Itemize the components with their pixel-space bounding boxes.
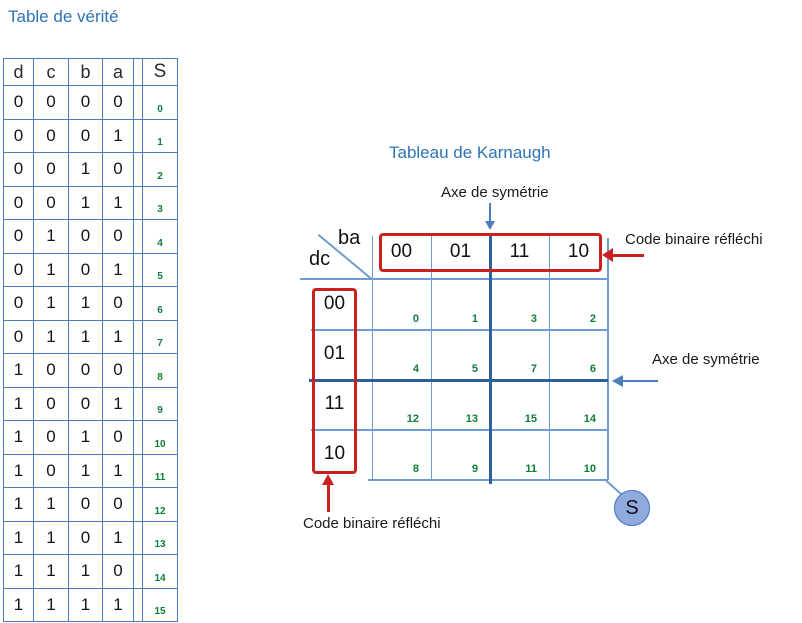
cell-c: 1 xyxy=(34,254,69,288)
table-row xyxy=(4,187,178,221)
spacer-cell xyxy=(134,488,143,522)
cell-b: 1 xyxy=(69,187,103,221)
cell-c: 1 xyxy=(34,555,69,589)
truth-table xyxy=(3,58,178,622)
cell-c: 0 xyxy=(34,120,69,154)
cell-d: 1 xyxy=(4,589,34,623)
table-row xyxy=(4,488,178,522)
cell-s-index: 15 xyxy=(143,589,178,623)
col-header-c: c xyxy=(34,59,69,86)
red-arrow-up-tail xyxy=(327,484,330,512)
kmap-row-header: 00 xyxy=(323,293,346,314)
table-row xyxy=(4,120,178,154)
output-bubble: S xyxy=(614,490,650,526)
cell-a: 1 xyxy=(103,187,134,221)
spacer-cell xyxy=(134,254,143,288)
reflected-code-top-label: Code binaire réfléchi xyxy=(625,231,763,248)
cell-a: 1 xyxy=(103,120,134,154)
kmap-col-header: 01 xyxy=(449,241,472,262)
col-header-s: S xyxy=(143,59,178,86)
spacer-cell xyxy=(134,187,143,221)
kmap-cell xyxy=(490,330,549,380)
col-header-b: b xyxy=(69,59,103,86)
cell-a: 0 xyxy=(103,354,134,388)
spacer-cell xyxy=(134,522,143,556)
spacer-cell xyxy=(134,555,143,589)
kmap-cell xyxy=(431,430,490,480)
kmap-row-header: 10 xyxy=(323,443,346,464)
red-arrow-up-icon xyxy=(322,474,334,485)
cell-a: 0 xyxy=(103,421,134,455)
cell-c: 0 xyxy=(34,153,69,187)
cell-d: 0 xyxy=(4,254,34,288)
cell-c: 0 xyxy=(34,455,69,489)
kmap-cell xyxy=(431,330,490,380)
kmap-cell-number: 3 xyxy=(530,313,537,325)
cell-s-index: 4 xyxy=(143,220,178,254)
cell-s-index: 2 xyxy=(143,153,178,187)
cell-b: 1 xyxy=(69,555,103,589)
spacer-cell xyxy=(134,321,143,355)
cell-s-index: 11 xyxy=(143,455,178,489)
cell-b: 0 xyxy=(69,120,103,154)
table-row xyxy=(4,321,178,355)
cell-s-index: 9 xyxy=(143,388,178,422)
kmap-cell-number: 6 xyxy=(589,363,596,375)
cell-a: 0 xyxy=(103,555,134,589)
cell-d: 1 xyxy=(4,455,34,489)
cell-c: 1 xyxy=(34,321,69,355)
cell-c: 0 xyxy=(34,354,69,388)
corner-label-ba: ba xyxy=(338,227,361,249)
kmap-col-header: 10 xyxy=(567,241,590,262)
cell-s-index: 8 xyxy=(143,354,178,388)
kmap-cell xyxy=(549,280,608,330)
cell-s-index: 1 xyxy=(143,120,178,154)
cell-b: 1 xyxy=(69,153,103,187)
table-row xyxy=(4,153,178,187)
kmap-cell xyxy=(372,330,431,380)
kmap-row-header: 11 xyxy=(324,393,345,414)
table-row xyxy=(4,555,178,589)
cell-c: 1 xyxy=(34,220,69,254)
cell-a: 0 xyxy=(103,153,134,187)
cell-c: 1 xyxy=(34,522,69,556)
arrow-down-head-icon xyxy=(485,221,495,230)
cell-a: 0 xyxy=(103,86,134,120)
cell-s-index: 12 xyxy=(143,488,178,522)
cell-a: 1 xyxy=(103,321,134,355)
truth-table-title: Table de vérité xyxy=(8,7,119,26)
kmap-cell-number: 7 xyxy=(530,363,537,375)
cell-d: 0 xyxy=(4,86,34,120)
cell-c: 1 xyxy=(34,488,69,522)
cell-a: 0 xyxy=(103,220,134,254)
cell-d: 0 xyxy=(4,321,34,355)
cell-s-index: 13 xyxy=(143,522,178,556)
kmap-cell xyxy=(431,380,490,430)
cell-s-index: 7 xyxy=(143,321,178,355)
kmap-col-header: 00 xyxy=(390,241,413,262)
table-row xyxy=(4,254,178,288)
kmap-cell-number: 8 xyxy=(412,463,419,475)
cell-d: 0 xyxy=(4,287,34,321)
table-row xyxy=(4,589,178,623)
cell-d: 0 xyxy=(4,120,34,154)
kmap-cell-number: 1 xyxy=(471,313,478,325)
cell-d: 1 xyxy=(4,488,34,522)
cell-b: 1 xyxy=(69,421,103,455)
cell-d: 0 xyxy=(4,187,34,221)
cell-a: 1 xyxy=(103,254,134,288)
kmap-cell-number: 2 xyxy=(589,313,596,325)
karnaugh-title: Tableau de Karnaugh xyxy=(389,143,551,162)
axis-symmetry-right-label: Axe de symétrie xyxy=(652,351,760,368)
cell-c: 0 xyxy=(34,187,69,221)
kmap-cell-number: 12 xyxy=(406,413,419,425)
cell-b: 0 xyxy=(69,388,103,422)
cell-a: 1 xyxy=(103,522,134,556)
col-header-d: d xyxy=(4,59,34,86)
spacer-cell xyxy=(134,153,143,187)
spacer-cell xyxy=(134,220,143,254)
cell-s-index: 5 xyxy=(143,254,178,288)
table-row xyxy=(4,522,178,556)
cell-b: 1 xyxy=(69,455,103,489)
table-row xyxy=(4,388,178,422)
table-row xyxy=(4,287,178,321)
spacer-cell xyxy=(134,86,143,120)
cell-s-index: 0 xyxy=(143,86,178,120)
axis-symmetry-top-label: Axe de symétrie xyxy=(441,184,549,201)
kmap-cell-number: 5 xyxy=(471,363,478,375)
table-row xyxy=(4,455,178,489)
kmap-cell xyxy=(431,280,490,330)
spacer-cell xyxy=(134,388,143,422)
truth-table-body xyxy=(4,86,178,622)
table-row xyxy=(4,354,178,388)
spacer-cell xyxy=(134,287,143,321)
table-row xyxy=(4,220,178,254)
spacer-cell xyxy=(134,421,143,455)
kmap-cell-number: 9 xyxy=(471,463,478,475)
cell-b: 1 xyxy=(69,589,103,623)
cell-a: 0 xyxy=(103,287,134,321)
reflected-code-left-label: Code binaire réfléchi xyxy=(303,515,441,532)
kmap-cell-number: 11 xyxy=(525,463,537,475)
kmap-cell xyxy=(549,430,608,480)
kmap-cell xyxy=(490,430,549,480)
kmap-col-header: 11 xyxy=(509,241,530,262)
cell-c: 0 xyxy=(34,86,69,120)
cell-b: 0 xyxy=(69,220,103,254)
cell-s-index: 3 xyxy=(143,187,178,221)
cell-a: 1 xyxy=(103,455,134,489)
cell-b: 0 xyxy=(69,488,103,522)
truth-table-header-row xyxy=(4,59,178,86)
spacer-column xyxy=(134,59,143,86)
cell-b: 0 xyxy=(69,254,103,288)
kmap-cell-number: 4 xyxy=(412,363,419,375)
kmap-cell-number: 14 xyxy=(583,413,596,425)
kmap-cell xyxy=(372,280,431,330)
cell-a: 1 xyxy=(103,388,134,422)
cell-d: 0 xyxy=(4,153,34,187)
cell-d: 0 xyxy=(4,220,34,254)
table-row xyxy=(4,421,178,455)
cell-b: 1 xyxy=(69,321,103,355)
spacer-cell xyxy=(134,120,143,154)
cell-s-index: 10 xyxy=(143,421,178,455)
spacer-cell xyxy=(134,589,143,623)
cell-b: 0 xyxy=(69,86,103,120)
cell-d: 1 xyxy=(4,421,34,455)
kmap-row-header: 01 xyxy=(323,343,346,364)
kmap-cell xyxy=(549,380,608,430)
kmap-cell xyxy=(490,280,549,330)
kmap-cell-number: 0 xyxy=(412,313,419,325)
kmap-cell xyxy=(372,380,431,430)
spacer-cell xyxy=(134,354,143,388)
reflected-code-frame-top xyxy=(379,233,602,273)
cell-c: 0 xyxy=(34,421,69,455)
cell-s-index: 6 xyxy=(143,287,178,321)
cell-d: 1 xyxy=(4,522,34,556)
cell-c: 1 xyxy=(34,287,69,321)
red-arrow-left-tail xyxy=(612,254,644,257)
cell-c: 0 xyxy=(34,388,69,422)
corner-label-dc: dc xyxy=(309,248,331,270)
table-row xyxy=(4,86,178,120)
kmap-cell xyxy=(549,330,608,380)
cell-b: 1 xyxy=(69,287,103,321)
cell-b: 0 xyxy=(69,522,103,556)
cell-b: 0 xyxy=(69,354,103,388)
cell-d: 1 xyxy=(4,555,34,589)
col-header-a: a xyxy=(103,59,134,86)
cell-a: 1 xyxy=(103,589,134,623)
arrow-down-icon xyxy=(489,203,491,222)
blue-arrow-left-tail xyxy=(622,380,658,382)
kmap-cell-number: 15 xyxy=(524,413,537,425)
cell-c: 1 xyxy=(34,589,69,623)
red-arrow-left-icon xyxy=(602,248,613,262)
karnaugh-cells xyxy=(372,280,608,480)
cell-a: 0 xyxy=(103,488,134,522)
cell-s-index: 14 xyxy=(143,555,178,589)
kmap-cell xyxy=(490,380,549,430)
kmap-cell-number: 13 xyxy=(465,413,478,425)
spacer-cell xyxy=(134,455,143,489)
kmap-cell xyxy=(372,430,431,480)
cell-d: 1 xyxy=(4,354,34,388)
kmap-cell-number: 10 xyxy=(583,463,596,475)
cell-d: 1 xyxy=(4,388,34,422)
